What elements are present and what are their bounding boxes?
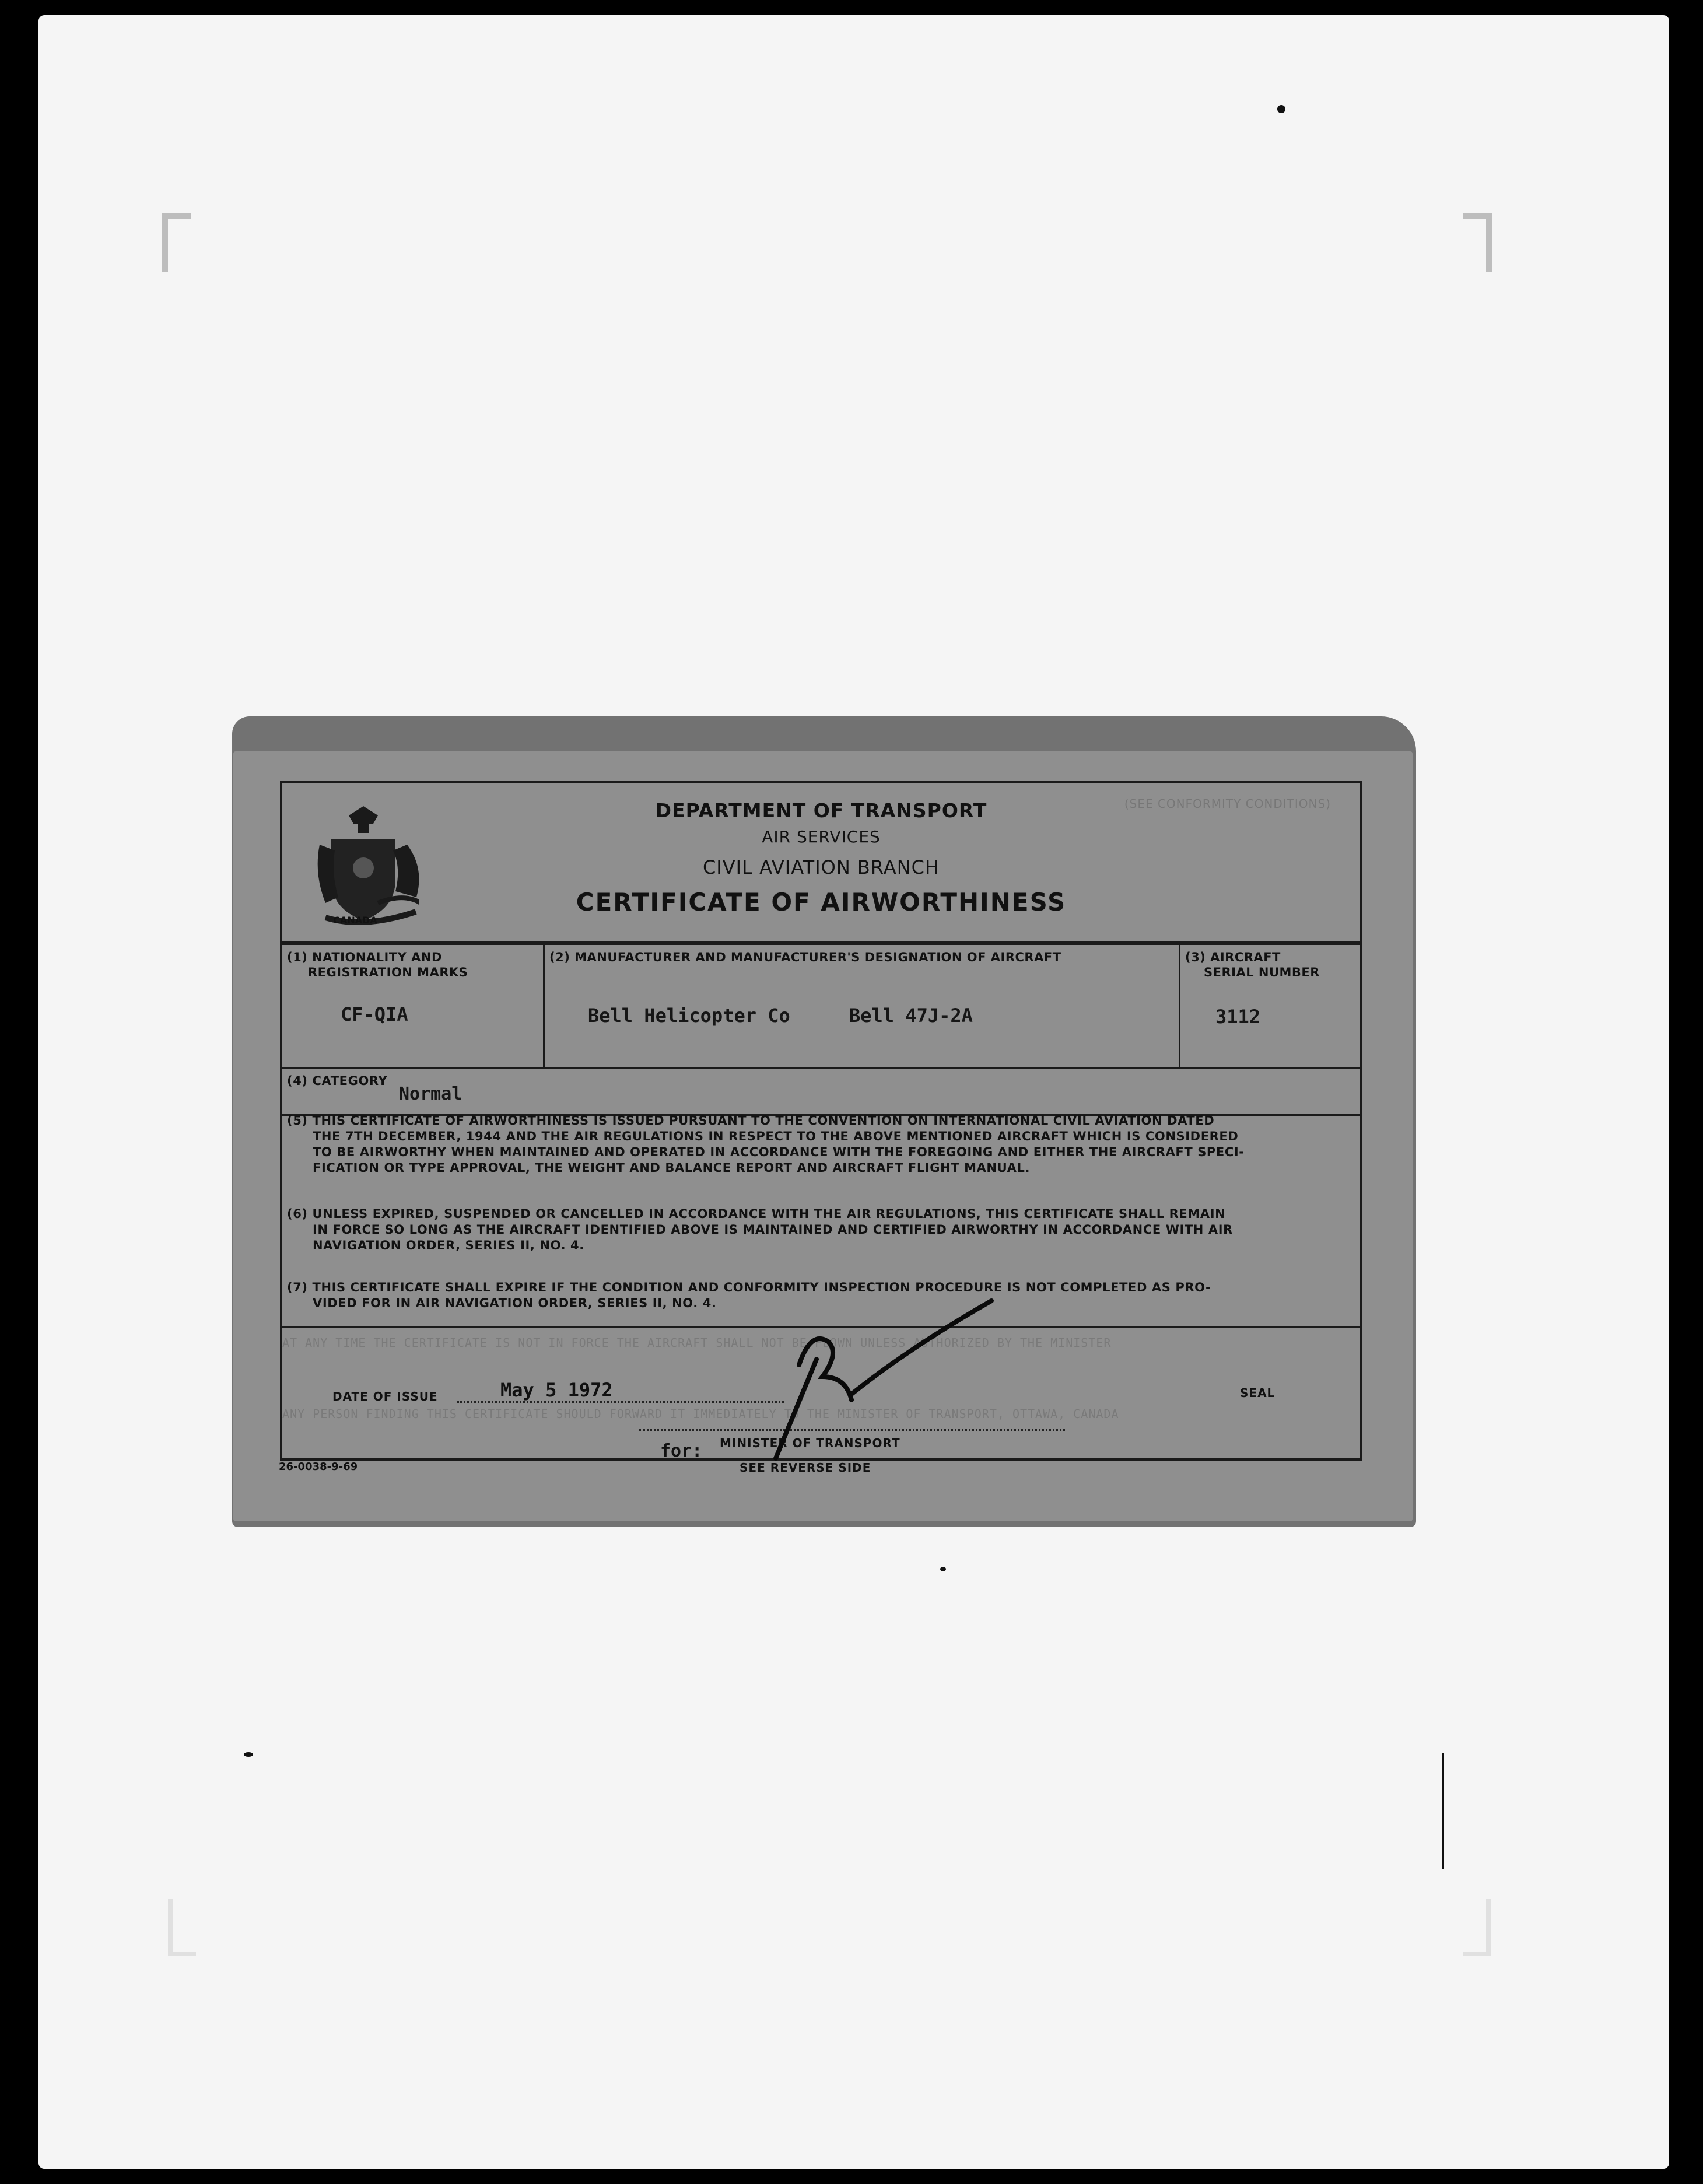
bleed-through-text: (SEE CONFORMITY CONDITIONS)	[1124, 797, 1331, 811]
serial-cell	[1180, 945, 1360, 1068]
department-title: DEPARTMENT OF TRANSPORT	[655, 799, 987, 822]
dust-speck	[244, 1752, 253, 1757]
designation-value: Bell 47J-2A	[849, 1005, 973, 1027]
crop-mark-top-right	[1463, 214, 1492, 272]
serial-value: 3112	[1215, 1006, 1261, 1028]
certificate-header	[282, 783, 1360, 945]
branch-title: CIVIL AVIATION BRANCH	[702, 856, 940, 878]
aircraft-identity-row	[282, 945, 1360, 1069]
nationality-label: (1) NATIONALITY AND REGISTRATION MARKS	[287, 950, 468, 979]
registration-value: CF-QIA	[341, 1003, 408, 1026]
see-reverse-note: SEE REVERSE SIDE	[740, 1461, 871, 1475]
crest-caption: CANADA	[333, 915, 377, 926]
date-of-issue-line	[457, 1401, 784, 1403]
date-of-issue-label: DATE OF ISSUE	[332, 1390, 438, 1404]
form-number: 26-0038-9-69	[279, 1461, 358, 1473]
clause-7: (7) THIS CERTIFICATE SHALL EXPIRE IF THE CONDITION AND CONFORMITY INSPECTION PROCEDURE IS NOT COMPLETED AS PRO- VIDED FOR IN AIR NAVIGATION ORDER, SERIES II, NO. 4.	[287, 1280, 1211, 1310]
date-of-issue-value: May 5 1972	[500, 1379, 613, 1401]
dust-speck	[1277, 105, 1285, 113]
dust-speck	[940, 1567, 946, 1572]
certificate-title: CERTIFICATE OF AIRWORTHINESS	[576, 888, 1067, 916]
signer-title: MINISTER OF TRANSPORT	[720, 1436, 900, 1450]
bleed-through-text: ANY PERSON FINDING THIS CERTIFICATE SHOULD FORWARD IT IMMEDIATELY TO THE MINISTER OF TRANSPORT, OTTAWA, CANADA	[282, 1407, 1119, 1421]
scan-scratch-line	[1442, 1754, 1444, 1869]
nationality-cell	[282, 945, 545, 1068]
crop-mark-bottom-left	[168, 1899, 196, 1957]
clause-6: (6) UNLESS EXPIRED, SUSPENDED OR CANCELLED IN ACCORDANCE WITH THE AIR REGULATIONS, THIS CERTIFICATE SHALL REMAIN IN FORCE SO LONG AS THE AIRCRAFT IDENTIFIED ABOVE IS MAINTAINED AND CERTIFIED AIRWORTHY IN ACCORDANCE WITH AIR NAVIGATION ORDER, SERIES II, NO. 4.	[287, 1207, 1233, 1252]
category-label: (4) CATEGORY	[287, 1074, 388, 1088]
services-title: AIR SERVICES	[762, 827, 881, 846]
bleed-through-text: AT ANY TIME THE CERTIFICATE IS NOT IN FORCE THE AIRCRAFT SHALL NOT BE FLOWN UNLESS AUTHORIZED BY THE MINISTER	[282, 1336, 1112, 1350]
manufacturer-value: Bell Helicopter Co	[588, 1005, 790, 1027]
crop-mark-bottom-right	[1463, 1899, 1491, 1957]
crop-mark-top-left	[162, 214, 191, 272]
manufacturer-cell	[545, 945, 1180, 1068]
seal-label: SEAL	[1240, 1386, 1276, 1400]
serial-label: (3) AIRCRAFT SERIAL NUMBER	[1185, 950, 1320, 979]
category-value: Normal	[399, 1084, 462, 1104]
signer-prefix: for:	[660, 1441, 703, 1461]
manufacturer-label: (2) MANUFACTURER AND MANUFACTURER'S DESIGNATION OF AIRCRAFT	[549, 950, 1061, 964]
handwritten-signature	[758, 1295, 1038, 1464]
clause-5: (5) THIS CERTIFICATE OF AIRWORTHINESS IS ISSUED PURSUANT TO THE CONVENTION ON INTERNATIONAL CIVIL AVIATION DATED THE 7TH DECEMBER, 1944 AND THE AIR REGULATIONS IN RESPECT TO THE ABOVE MENTIONED AIRCRAFT WHICH IS CONSIDERED TO BE AIRWORTHY WHEN MAINTAINED AND OPERATED IN ACCORDANCE WITH THE FOREGOING AND EITHER THE AIRCRAFT SPECI- FICATION OR TYPE APPROVAL, THE WEIGHT AND BALANCE REPORT AND AIRCRAFT FLIGHT MANUAL.	[287, 1114, 1245, 1175]
